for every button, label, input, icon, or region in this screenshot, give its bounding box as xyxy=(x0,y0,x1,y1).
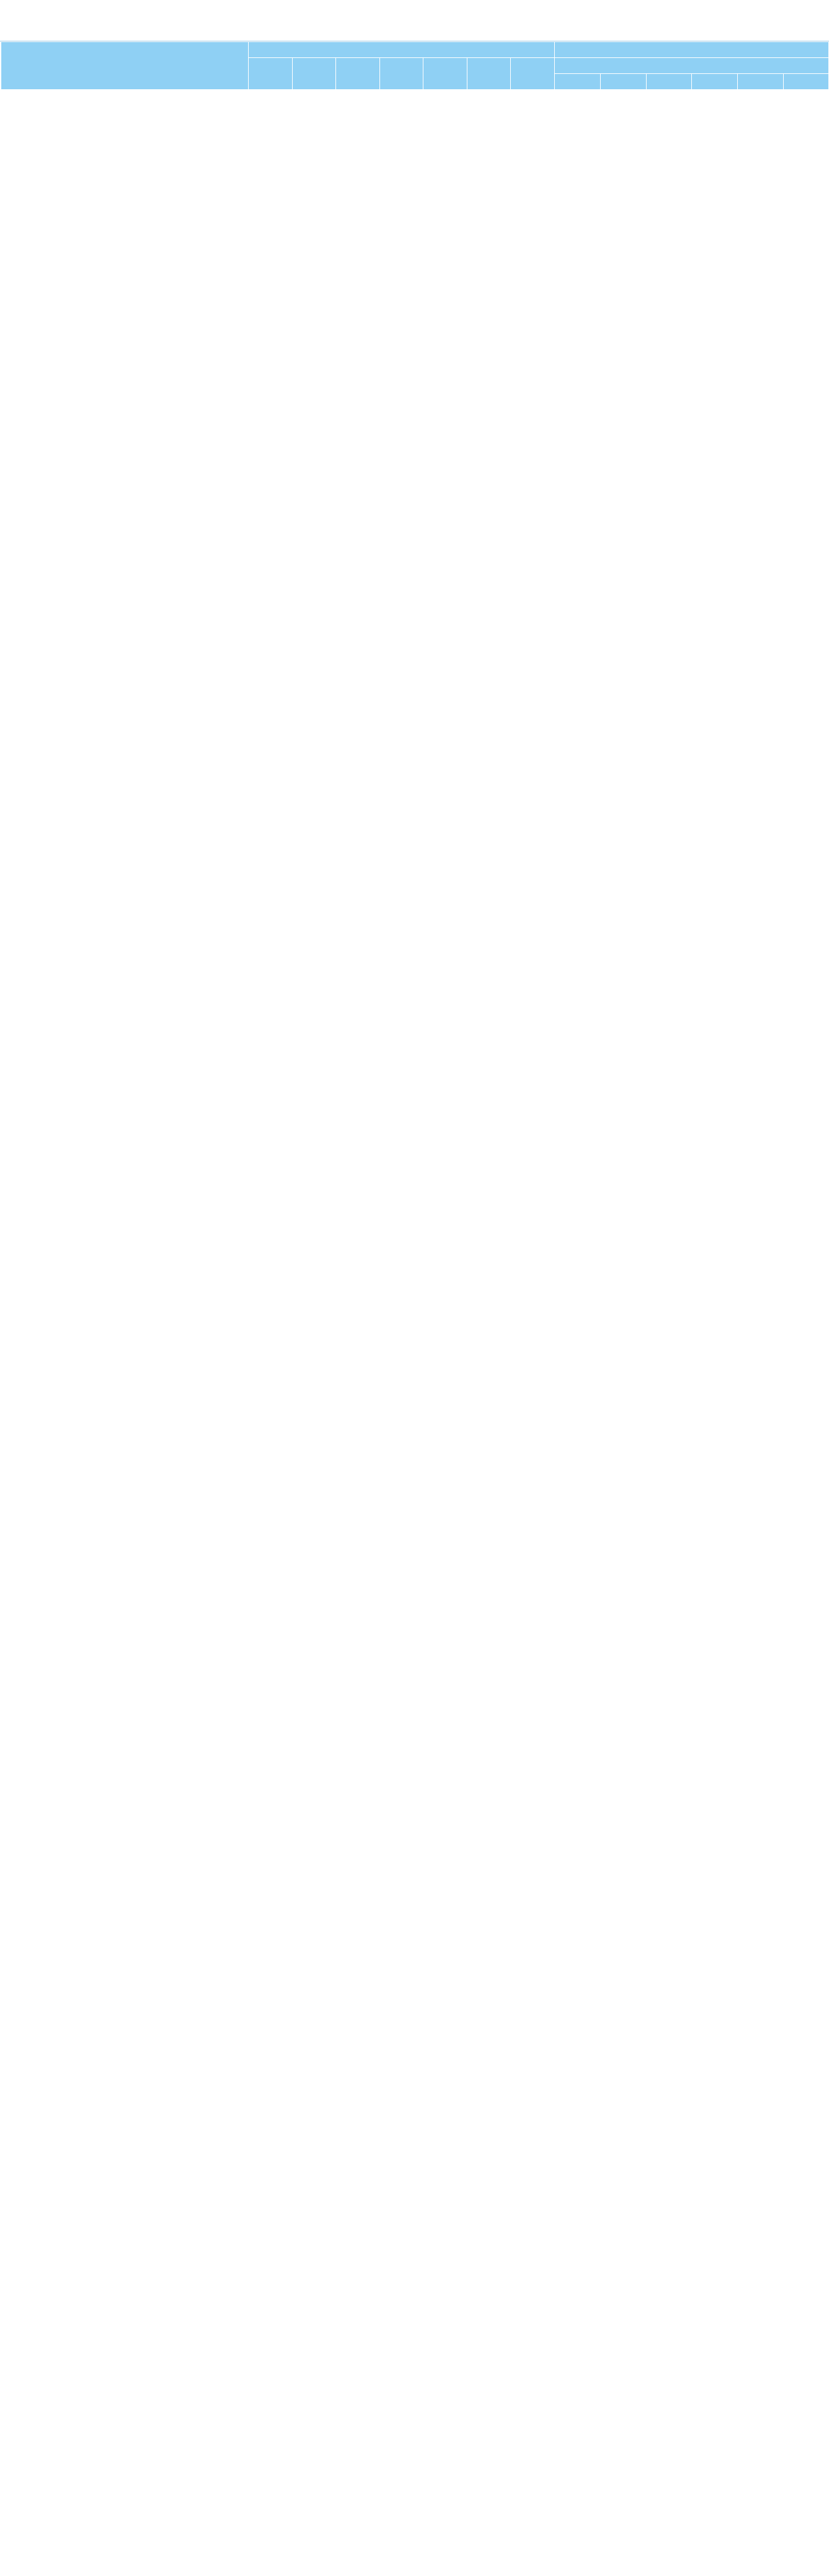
indicator-table xyxy=(1,42,829,90)
header-speed-year xyxy=(554,74,600,90)
header-year xyxy=(423,58,467,90)
header-speed-year xyxy=(646,74,692,90)
header-speed-year xyxy=(784,74,829,90)
page-title xyxy=(0,4,829,22)
header-item xyxy=(1,42,248,90)
header-year xyxy=(511,58,555,90)
header-year xyxy=(467,58,511,90)
header-speed-sub xyxy=(554,58,828,74)
header-speed-year xyxy=(600,74,646,90)
header-total-group xyxy=(248,42,554,58)
header-year xyxy=(379,58,423,90)
header-year xyxy=(336,58,380,90)
header-year xyxy=(248,58,292,90)
header-speed-year xyxy=(692,74,738,90)
header-year xyxy=(292,58,336,90)
header-speed-group xyxy=(554,42,828,58)
header-speed-year xyxy=(738,74,784,90)
